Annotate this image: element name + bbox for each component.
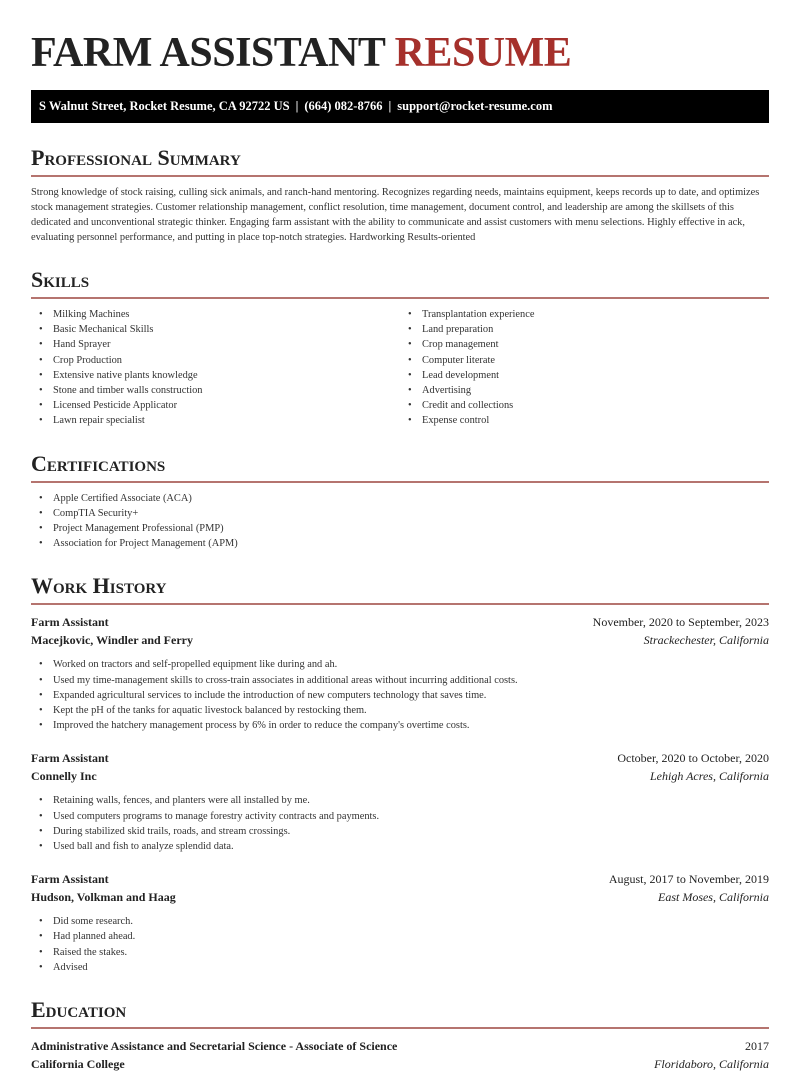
- contact-address: S Walnut Street, Rocket Resume, CA 92722 US: [39, 99, 290, 113]
- job-company: Hudson, Volkman and Haag: [31, 890, 176, 905]
- job-dates: October, 2020 to October, 2020: [617, 751, 769, 766]
- job-bullet: • Used my time-management skills to cross-train associates in additional areas without incurring additional costs.: [31, 673, 769, 688]
- section-heading: Work History: [31, 551, 769, 605]
- contact-phone: (664) 082-8766: [304, 99, 383, 113]
- skill-item: • Expense control: [400, 413, 769, 428]
- job-bullet: • Kept the pH of the tanks for aquatic livestock balanced by restocking them.: [31, 703, 769, 718]
- certification-item: • CompTIA Security+: [31, 506, 769, 521]
- certification-item: • Apple Certified Associate (ACA): [31, 491, 769, 506]
- skills-section: [31, 245, 769, 429]
- skill-item: • Lead development: [400, 368, 769, 383]
- job-company: Connelly Inc: [31, 769, 97, 784]
- job-dates: August, 2017 to November, 2019: [608, 872, 769, 887]
- skill-item: • Land preparation: [400, 322, 769, 337]
- education-degree: Administrative Assistance and Secretarial Science - Associate of Science: [31, 1039, 398, 1054]
- skills-columns: [31, 307, 769, 429]
- certification-item: • Project Management Professional (PMP): [31, 521, 769, 536]
- job-bullet: • Expanded agricultural services to include the introduction of new computers technology that saves time.: [31, 688, 769, 703]
- contact-separator: |: [388, 99, 392, 113]
- job-title: Farm Assistant: [31, 872, 109, 887]
- skill-item: • Extensive native plants knowledge: [31, 368, 400, 383]
- contact-email[interactable]: support@rocket-resume.com: [397, 99, 553, 113]
- job-bullets: [31, 657, 769, 733]
- section-heading: Education: [31, 975, 769, 1029]
- skill-item: • Basic Mechanical Skills: [31, 322, 400, 337]
- skill-item: • Hand Sprayer: [31, 337, 400, 352]
- education-year: 2017: [745, 1039, 769, 1054]
- skills-list-left: [31, 307, 400, 429]
- certifications-section: [31, 429, 769, 552]
- resume-page: [0, 32, 800, 1073]
- skills-list-right: [400, 307, 769, 429]
- contact-separator: |: [295, 99, 299, 113]
- job-bullets: [31, 914, 769, 975]
- job-bullet: • Retaining walls, fences, and planters were all installed by me.: [31, 793, 769, 808]
- education-entry: [31, 1037, 769, 1073]
- job-entry: [31, 749, 769, 854]
- skill-item: • Transplantation experience: [400, 307, 769, 322]
- job-title: Farm Assistant: [31, 615, 109, 630]
- job-bullet: • Did some research.: [31, 914, 769, 929]
- job-entry: [31, 613, 769, 733]
- section-heading: Certifications: [31, 429, 769, 483]
- skill-item: • Crop Production: [31, 353, 400, 368]
- summary-text: Strong knowledge of stock raising, culling sick animals, and ranch-hand mentoring. Recognizes regarding needs, maintains equipment, keeps records up to date, and optimizes stock management strategies. Customer relationship management, conflict resolution, time management, document control, and leadership are among the skillsets of this dedicated and unconventional strategic thinker. Engaging farm assistant with the ability to communicate and assist customers with menu selections. Highly effective in ack, evaluating personnel performance, and putting in place top-notch strategies. Hardworking Results-oriented: [31, 187, 760, 243]
- education-location: Floridaboro, California: [654, 1057, 769, 1072]
- job-location: Lehigh Acres, California: [649, 769, 769, 784]
- job-title: Farm Assistant: [31, 751, 109, 766]
- contact-bar: [31, 90, 769, 123]
- education-section: [31, 975, 769, 1073]
- skill-item: • Crop management: [400, 337, 769, 352]
- certification-item: • Association for Project Management (APM): [31, 536, 769, 551]
- section-heading: Professional Summary: [31, 123, 769, 177]
- job-location: East Moses, California: [657, 890, 769, 905]
- skill-item: • Credit and collections: [400, 398, 769, 413]
- resume-title: [31, 32, 769, 74]
- summary-section: [31, 123, 769, 245]
- skill-item: • Lawn repair specialist: [31, 413, 400, 428]
- job-company: Macejkovic, Windler and Ferry: [31, 633, 193, 648]
- job-bullet: • Had planned ahead.: [31, 929, 769, 944]
- job-bullet: • Used ball and fish to analyze splendid data.: [31, 839, 769, 854]
- skill-item: • Milking Machines: [31, 307, 400, 322]
- skill-item: • Advertising: [400, 383, 769, 398]
- certifications-list: [31, 491, 769, 552]
- job-location: Strackechester, California: [643, 633, 769, 648]
- skill-item: • Licensed Pesticide Applicator: [31, 398, 400, 413]
- skill-item: • Computer literate: [400, 353, 769, 368]
- job-bullet: • During stabilized skid trails, roads, and stream crossings.: [31, 824, 769, 839]
- work-history-section: [31, 551, 769, 975]
- job-dates: November, 2020 to September, 2023: [592, 615, 769, 630]
- title-main: FARM ASSISTANT: [31, 30, 385, 76]
- job-bullets: [31, 793, 769, 854]
- skill-item: • Stone and timber walls construction: [31, 383, 400, 398]
- job-bullet: • Worked on tractors and self-propelled equipment like during and ah.: [31, 657, 769, 672]
- job-bullet: • Used computers programs to manage forestry activity contracts and payments.: [31, 809, 769, 824]
- job-bullet: • Improved the hatchery management process by 6% in order to reduce the company's overtime costs.: [31, 718, 769, 733]
- job-bullet: • Raised the stakes.: [31, 945, 769, 960]
- job-entry: [31, 870, 769, 975]
- education-school: California College: [31, 1057, 125, 1072]
- section-heading: Skills: [31, 245, 769, 299]
- title-accent: RESUME: [394, 30, 572, 76]
- job-bullet: • Advised: [31, 960, 769, 975]
